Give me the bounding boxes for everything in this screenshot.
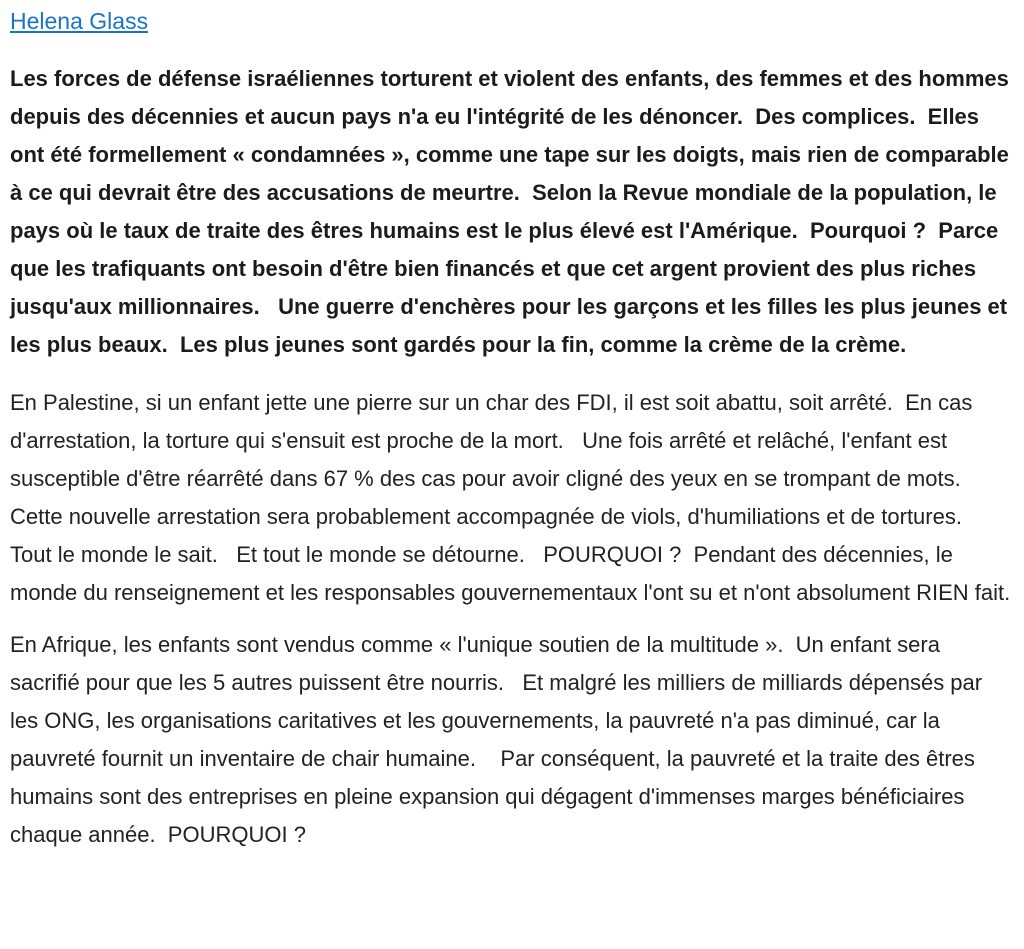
- comment-paragraph-bold: Les forces de défense israéliennes torturent et violent des enfants, des femmes et des hommes depuis des décennies et aucun pays n'a eu l'intégrité de les dénoncer. Des complices. Elles ont été formellement « condamnées », comme une tape sur les doigts, mais rien de comparable à ce qui devrait être des accusations de meurtre. Selon la Revue mondiale de la population, le pays où le taux de traite des êtres humains est le plus élevé est l'Amérique. Pourquoi ? Parce que les trafiquants ont besoin d'être bien financés et que cet argent provient des plus riches jusqu'aux millionnaires. Une guerre d'enchères pour les garçons et les filles les plus jeunes et les plus beaux. Les plus jeunes sont gardés pour la fin, comme la crème de la crème.: [10, 66, 1016, 357]
- author-link[interactable]: Helena Glass: [10, 8, 149, 34]
- comment-paragraph: En Afrique, les enfants sont vendus comme « l'unique soutien de la multitude ». Un enfant sera sacrifié pour que les 5 autres puissent être nourris. Et malgré les milliers de milliards dépensés par les ONG, les organisations caritatives et les gouvernements, la pauvreté n'a pas diminué, car la pauvreté fournit un inventaire de chair humaine. Par conséquent, la pauvreté et la traite des êtres humains sont des entreprises en pleine expansion qui dégagent d'immenses marges bénéficiaires chaque année. POURQUOI ?: [10, 632, 989, 847]
- comment-paragraph: En Palestine, si un enfant jette une pierre sur un char des FDI, il est soit abattu, soit arrêté. En cas d'arrestation, la torture qui s'ensuit est proche de la mort. Une fois arrêté et relâché, l'enfant est susceptible d'être réarrêté dans 67 % des cas pour avoir cligné des yeux en se trompant de mots. Cette nouvelle arrestation sera probablement accompagnée de viols, d'humiliations et de tortures. Tout le monde le sait. Et tout le monde se détourne. POURQUOI ? Pendant des décennies, le monde du renseignement et les responsables gouvernementaux l'ont su et n'ont absolument RIEN fait.: [10, 390, 1011, 605]
